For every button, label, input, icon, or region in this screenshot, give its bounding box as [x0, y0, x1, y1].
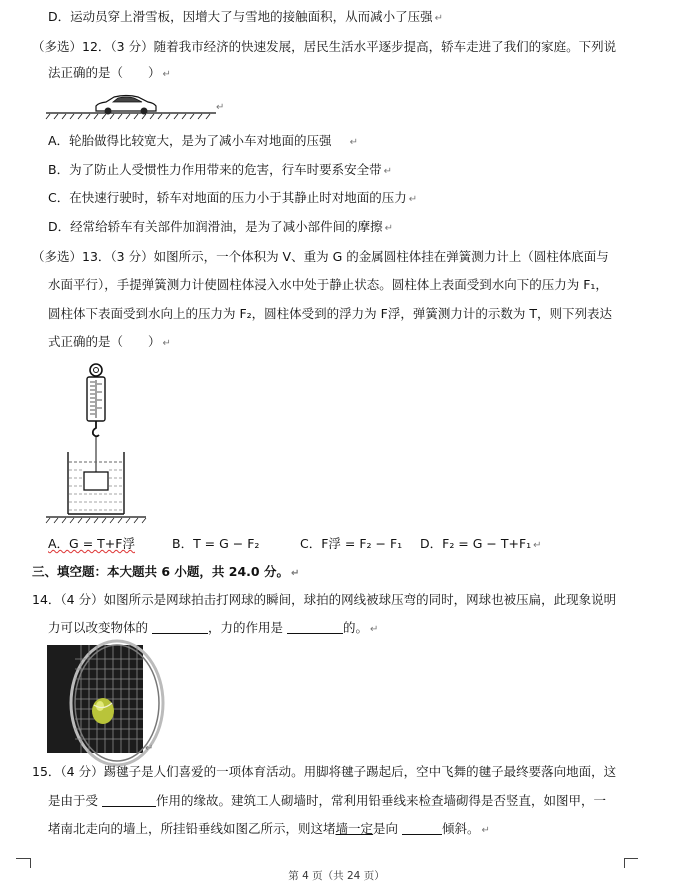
q14-stem-2: 力可以改变物体的 ，力的作用是 的。 ↵ — [48, 620, 379, 635]
q15-stem-2: 是由于受 作用的缘故。建筑工人砌墙时，常利用铅垂线来检查墙砌得是否竖直，如图甲，一 — [48, 793, 607, 808]
q13-stem-4: 式正确的是（ ） ↵ — [48, 334, 171, 349]
q13-stem-2: 水面平行），手提弹簧测力计使圆柱体浸入水中处于静止状态。圆柱体上表面受到水向下的压力为 F₁， — [48, 277, 608, 292]
answer-blank-3[interactable] — [102, 794, 156, 807]
corner-mark-left-v — [30, 858, 31, 868]
q13-option-c: C．F浮 = F₂ − F₁ — [300, 536, 403, 551]
q15-stem-3: 堵南北走向的墙上，所挂铅垂线如图乙所示，则这堵墙一定是向 倾斜。 ↵ — [48, 821, 490, 836]
spring-scale-figure — [46, 360, 146, 525]
section-3-heading: 三、填空题：本大题共 6 小题，共 24.0 分。 ↵ — [32, 564, 300, 579]
q13-stem-3: 圆柱体下表面受到水向上的压力为 F₂，圆柱体受到的浮力为 F浮，弹簧测力计的示数为 T，则下列表达 — [48, 306, 612, 321]
answer-blank-1[interactable] — [152, 621, 208, 634]
answer-blank-4[interactable] — [402, 822, 442, 835]
q13-option-b: B．T = G − F₂ — [172, 536, 260, 551]
return-mark: ↵ — [216, 102, 225, 113]
q13-option-a: A．G = T+F浮 — [48, 536, 135, 551]
prev-option-d: D．运动员穿上滑雪板，因增大了与雪地的接触面积，从而减小了压强 ↵ — [48, 9, 444, 24]
answer-blank-2[interactable] — [287, 621, 343, 634]
q12-option-d: D．经常给轿车有关部件加润滑油，是为了减小部件间的摩擦 ↵ — [48, 219, 394, 234]
q12-stem: （多选）12．（3 分）随着我市经济的快速发展，居民生活水平逐步提高，轿车走进了我们的家庭。下列说 — [32, 39, 617, 54]
q12-option-b: B．为了防止人受惯性力作用带来的危害，行车时要系安全带 ↵ — [48, 162, 392, 177]
corner-mark-right-v — [624, 858, 625, 868]
q12-option-c: C．在快速行驶时，轿车对地面的压力小于其静止时对地面的压力 ↵ — [48, 190, 418, 205]
q12-option-a: A．轮胎做得比较宽大，是为了减小车对地面的压强 ↵ — [48, 133, 358, 148]
q15-stem-1: 15．（4 分）踢毽子是人们喜爱的一项体育活动。用脚将毽子踢起后，空中飞舞的毽子最终要落向地面，这 — [32, 764, 617, 779]
q14-stem-1: 14．（4 分）如图所示是网球拍击打网球的瞬间，球拍的网线被球压弯的同时，网球也被压扁，此现象说明 — [32, 592, 617, 607]
page-footer: 第 4 页（共 24 页） — [288, 870, 385, 882]
tennis-racket-photo — [47, 645, 143, 753]
q13-option-d: D．F₂ = G − T+F₁ ↵ — [420, 536, 542, 551]
return-mark: ↵ — [145, 743, 154, 754]
q12-stem-cont: 法正确的是（ ） ↵ — [48, 65, 171, 80]
car-figure — [46, 92, 226, 122]
q13-stem-1: （多选）13．（3 分）如图所示，一个体积为 V、重为 G 的金属圆柱体挂在弹簧测力计上（圆柱体底面与 — [32, 249, 609, 264]
